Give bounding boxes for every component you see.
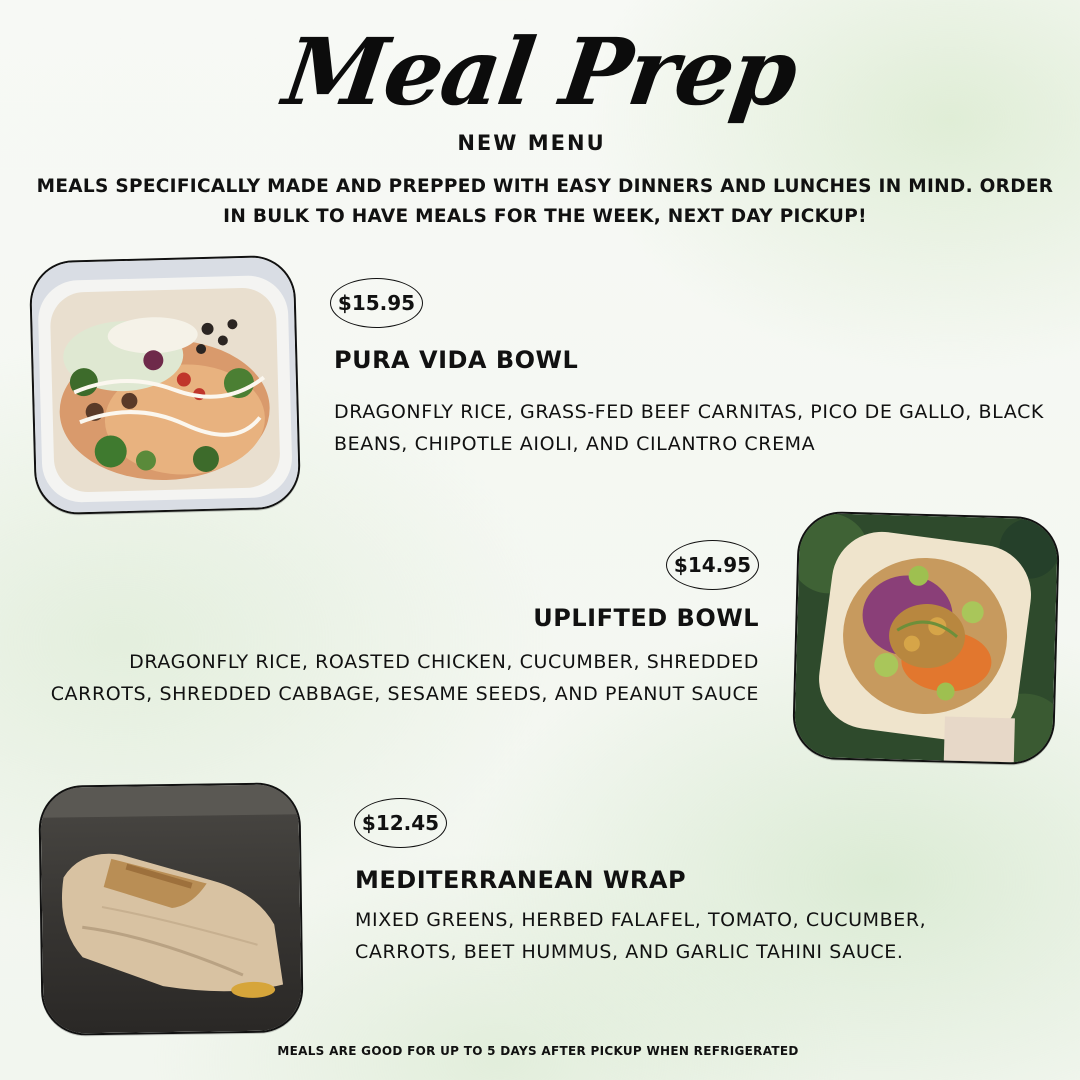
item-name: MEDITERRANEAN WRAP [355,866,687,894]
item-price: $15.95 [330,278,423,328]
page-title: Meal Prep [277,18,803,126]
item-name: PURA VIDA BOWL [334,346,579,374]
item-price: $14.95 [666,540,759,590]
peanut-chicken-bowl-photo [792,511,1060,766]
burrito-bowl-photo [29,255,302,516]
menu-intro: MEALS SPECIFICALLY MADE AND PREPPED WITH EASY DINNERS AND LUNCHES IN MIND. ORDER IN BULK TO HAVE MEALS FOR THE WEEK, NEXT DAY PICKUP! [36,176,1054,227]
falafel-wrap-photo [38,782,303,1036]
storage-note: MEALS ARE GOOD FOR UP TO 5 DAYS AFTER PICKUP WHEN REFRIGERATED [277,1044,799,1058]
item-description: DRAGONFLY RICE, ROASTED CHICKEN, CUCUMBER, SHREDDED CARROTS, SHREDDED CABBAGE, SESAME SEEDS, AND PEANUT SAUCE [50,651,759,705]
item-price: $12.45 [354,798,447,848]
item-name: UPLIFTED BOWL [533,604,759,632]
item-description: DRAGONFLY RICE, GRASS-FED BEEF CARNITAS, PICO DE GALLO, BLACK BEANS, CHIPOTLE AIOLI, AND CILANTRO CREMA [334,401,1044,455]
item-description: MIXED GREENS, HERBED FALAFEL, TOMATO, CUCUMBER, CARROTS, BEET HUMMUS, AND GARLIC TAHINI SAUCE. [355,909,927,963]
menu-subtitle: NEW MENU [457,131,606,155]
